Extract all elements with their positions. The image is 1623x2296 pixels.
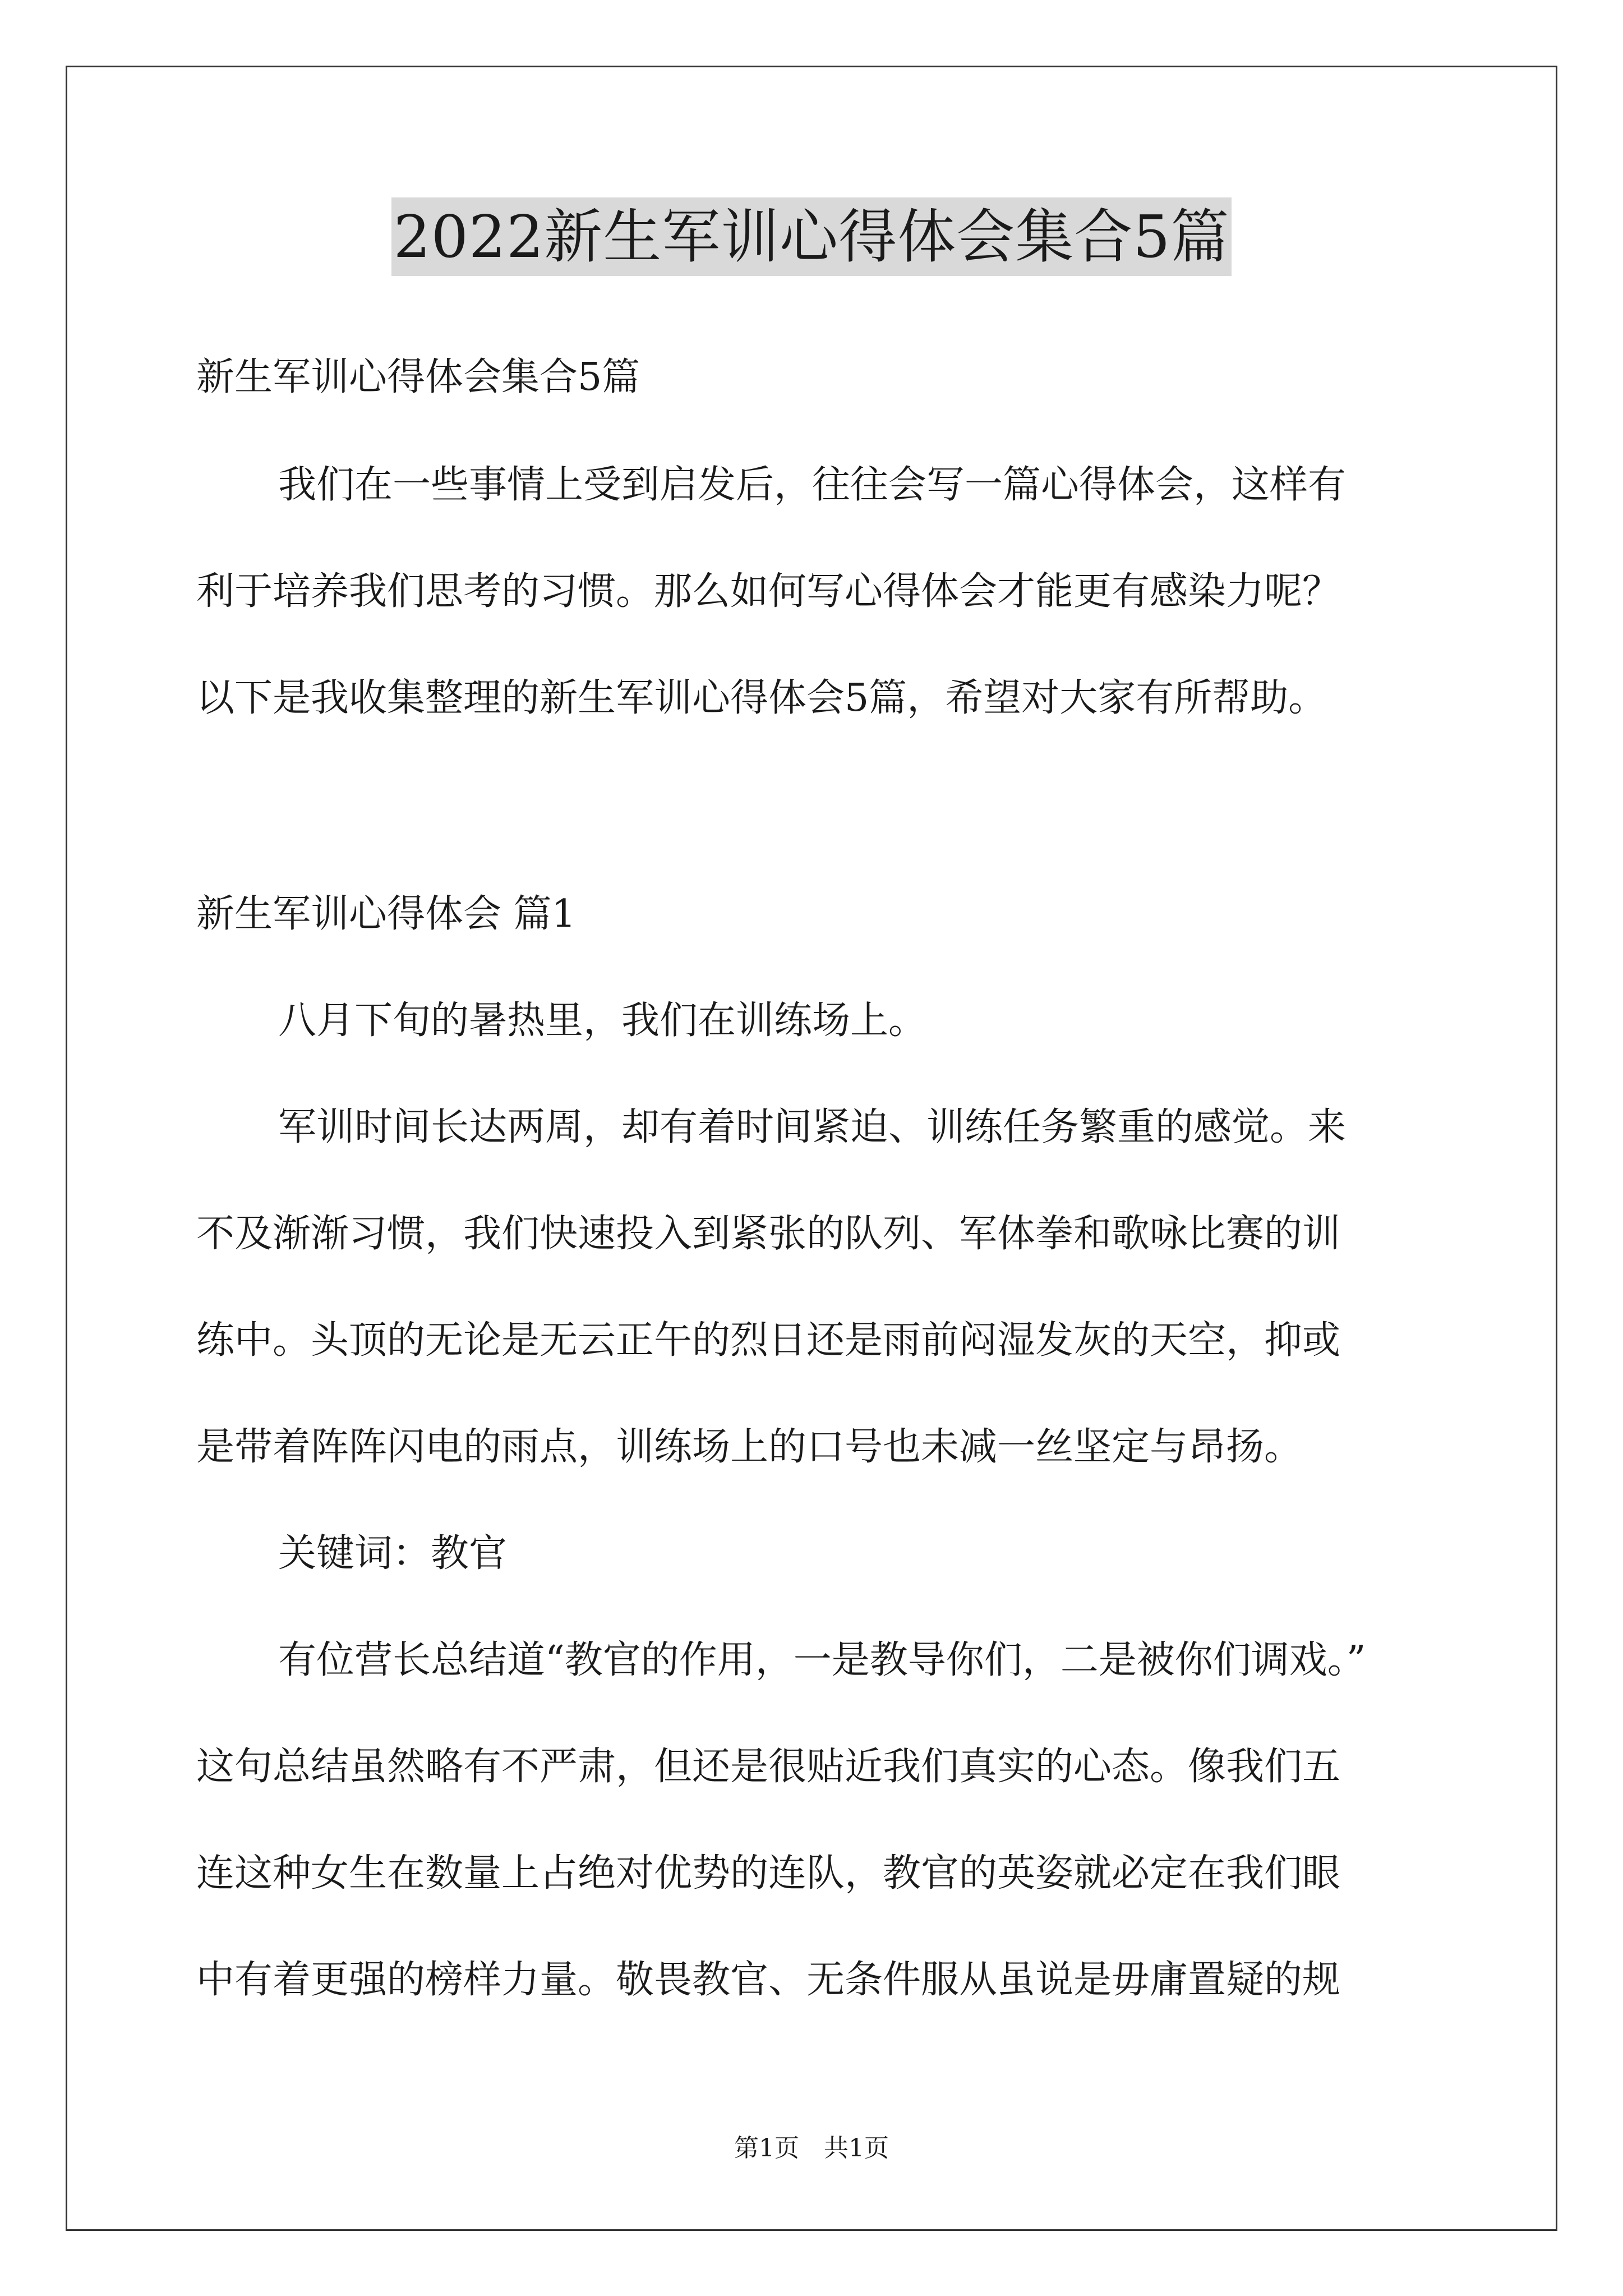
- paragraph-line: 连这种女生在数量上占绝对优势的连队，教官的英姿就必定在我们眼: [196, 1851, 1341, 1895]
- paragraph-line: 不及渐渐习惯，我们快速投入到紧张的队列、军体拳和歌咏比赛的训: [196, 1212, 1341, 1256]
- document-title: 2022新生军训心得体会集合5篇: [391, 197, 1232, 276]
- paragraph-line: 以下是我收集整理的新生军训心得体会5篇，希望对大家有所帮助。: [196, 676, 1327, 720]
- paragraph-line: 利于培养我们思考的习惯。那么如何写心得体会才能更有感染力呢？: [196, 569, 1341, 614]
- section-heading: 新生军训心得体会 篇1: [196, 892, 576, 936]
- paragraph-line: 练中。头顶的无论是无云正午的烈日还是雨前闷湿发灰的天空，抑或: [196, 1318, 1341, 1363]
- paragraph-line: 我们在一些事情上受到启发后，往往会写一篇心得体会，这样有: [278, 463, 1347, 507]
- paragraph-line: 有位营长总结道“教官的作用，一是教导你们，二是被你们调戏。”: [278, 1638, 1366, 1682]
- paragraph-line: 军训时间长达两周，却有着时间紧迫、训练任务繁重的感觉。来: [278, 1105, 1347, 1149]
- subtitle: 新生军训心得体会集合5篇: [196, 355, 640, 399]
- page-footer: 第1页 共1页: [734, 2134, 889, 2162]
- paragraph-line: 八月下旬的暑热里，我们在训练场上。: [278, 999, 927, 1043]
- paragraph-line: 中有着更强的榜样力量。敬畏教官、无条件服从虽说是毋庸置疑的规: [196, 1958, 1341, 2002]
- paragraph-line: 是带着阵阵闪电的雨点，训练场上的口号也未减一丝坚定与昂扬。: [196, 1425, 1303, 1469]
- keyword-line: 关键词：教官: [278, 1531, 508, 1576]
- paragraph-line: 这句总结虽然略有不严肃，但还是很贴近我们真实的心态。像我们五: [196, 1745, 1341, 1789]
- title-wrap: [0, 197, 1623, 276]
